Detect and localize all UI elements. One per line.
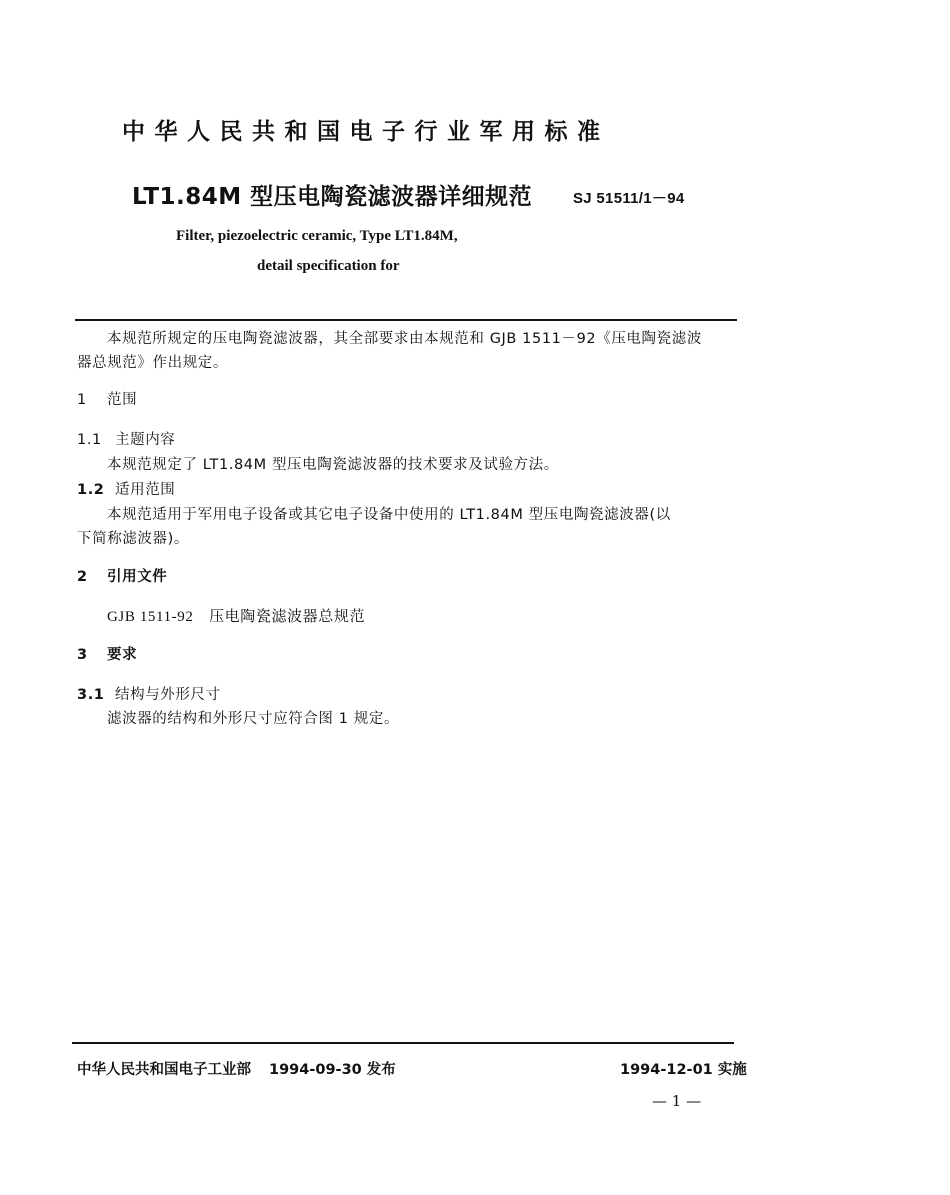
section-3-heading [77, 643, 737, 667]
section-title: 主题内容 [115, 432, 176, 448]
header-divider [75, 319, 737, 321]
section-number: 1.1 [77, 432, 102, 448]
footer-divider [72, 1042, 734, 1044]
issue-date: 1994-09-30 发布 [269, 1062, 396, 1078]
section-3-1-body [77, 707, 737, 731]
referenced-document: GJB 1511-92 压电陶瓷滤波器总规范 [107, 609, 366, 625]
section-number: 1.2 [77, 482, 105, 498]
body-line-1: 本规范适用于军用电子设备或其它电子设备中使用的 LT1.84M 型压电陶瓷滤波器(以 [107, 507, 671, 523]
english-title-line-2: detail specification for [257, 258, 400, 274]
intro-paragraph [77, 327, 737, 375]
section-1-heading [77, 388, 737, 412]
footer-issuer-block [77, 1058, 396, 1079]
issuer: 中华人民共和国电子工业部 [77, 1062, 251, 1078]
section-2-body [77, 605, 737, 629]
section-title: 结构与外形尺寸 [115, 687, 221, 703]
document-title: LT1.84M 型压电陶瓷滤波器详细规范 [132, 184, 533, 210]
page-number: — 1 — [652, 1092, 702, 1110]
intro-line-2: 器总规范》作出规定。 [77, 355, 228, 371]
section-2-heading [77, 565, 737, 589]
section-title: 范围 [107, 392, 138, 408]
section-number: 3 [77, 647, 88, 663]
english-title-line-1: Filter, piezoelectric ceramic, Type LT1.84M, [176, 228, 458, 244]
body-line: 本规范规定了 LT1.84M 型压电陶瓷滤波器的技术要求及试验方法。 [107, 457, 559, 473]
section-1-1-heading [77, 428, 737, 452]
section-title: 要求 [107, 647, 138, 663]
body-line: 滤波器的结构和外形尺寸应符合图 1 规定。 [107, 711, 400, 727]
section-title: 适用范围 [115, 482, 176, 498]
section-1-1-body [77, 453, 737, 477]
section-number: 1 [77, 392, 87, 408]
intro-line-1: 本规范所规定的压电陶瓷滤波器，其全部要求由本规范和 GJB 1511－92《压电陶瓷滤波 [107, 331, 702, 347]
section-3-1-heading [77, 683, 737, 707]
body-line-2: 下简称滤波器)。 [77, 531, 189, 547]
document-number: SJ 51511/1－94 [573, 190, 685, 207]
section-1-2-body [77, 503, 737, 551]
effective-date: 1994-12-01 实施 [620, 1062, 747, 1078]
section-1-2-heading [77, 478, 737, 502]
section-title: 引用文件 [107, 569, 168, 585]
organization-title: 中华人民共和国电子行业军用标准 [122, 119, 610, 145]
section-number: 3.1 [77, 687, 105, 703]
section-number: 2 [77, 569, 88, 585]
